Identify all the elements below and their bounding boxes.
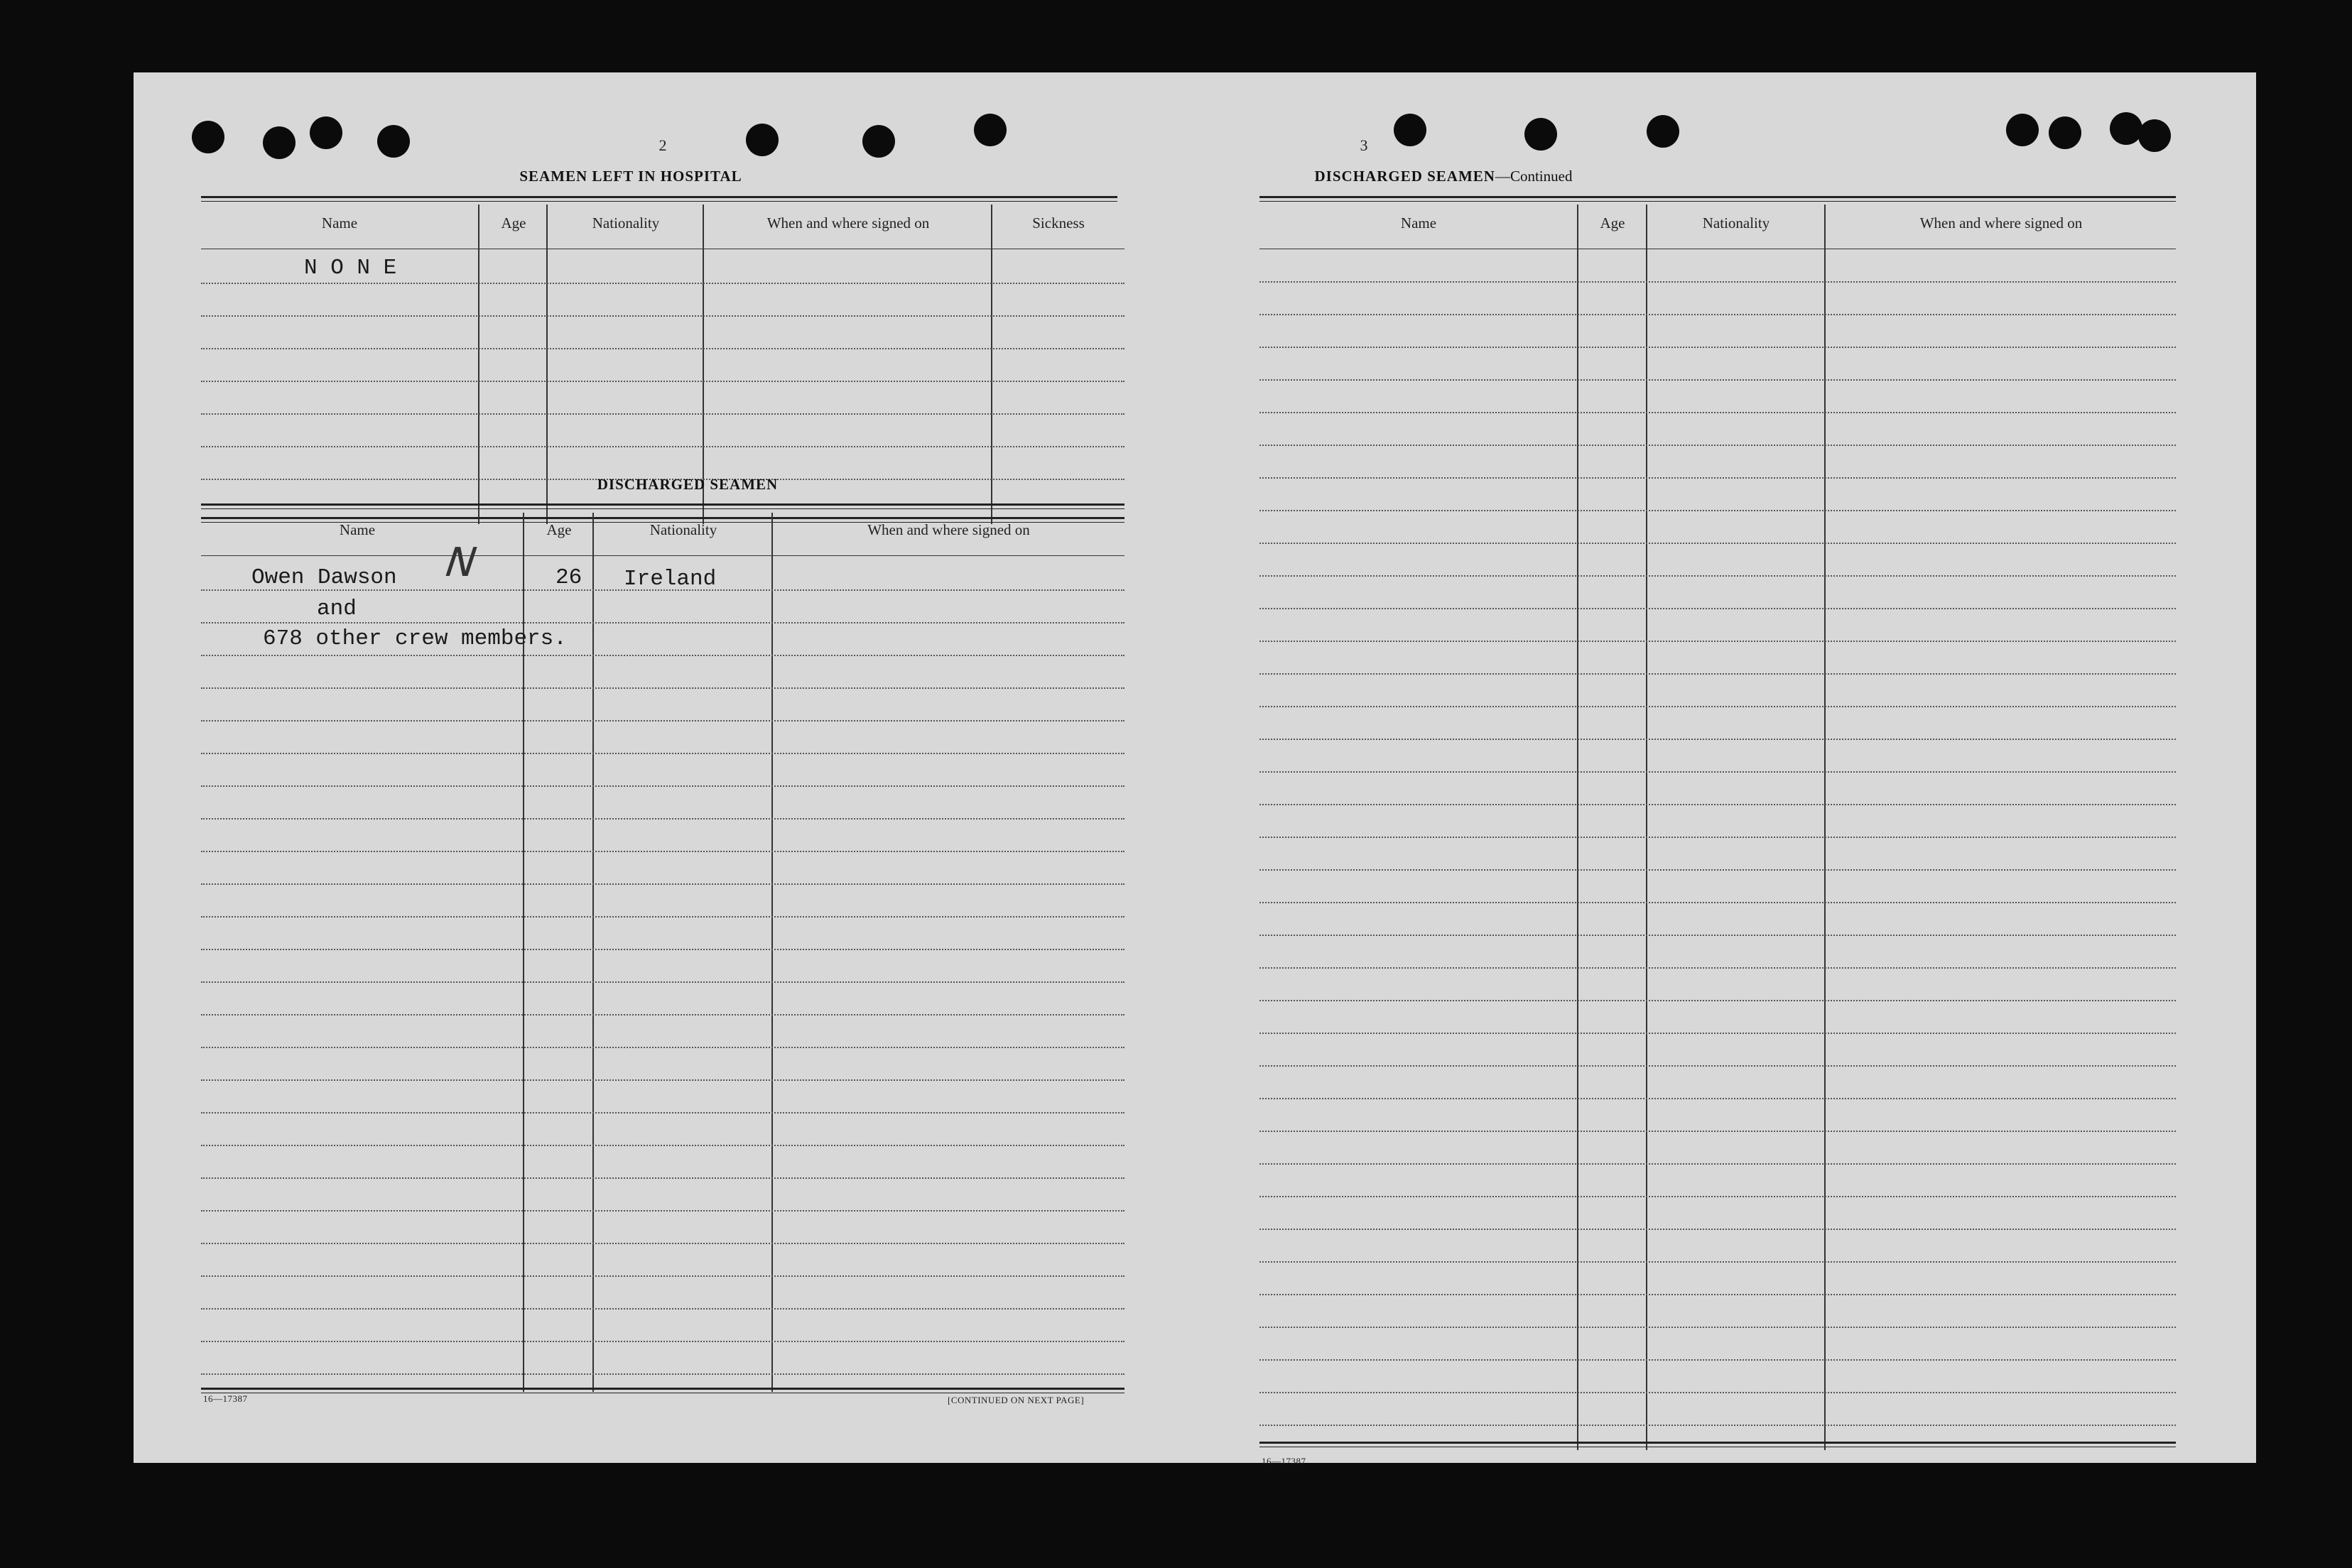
row-rule — [1259, 1392, 2176, 1393]
row-rule — [1259, 379, 2176, 381]
column-divider — [478, 205, 479, 524]
table-top-rule — [1259, 196, 2176, 202]
row-rule — [1259, 281, 2176, 283]
row-rule — [1259, 608, 2176, 609]
row-rule — [1259, 1425, 2176, 1426]
row-rule — [1259, 771, 2176, 773]
row-rule — [201, 348, 1124, 349]
row-rule — [201, 916, 1124, 918]
column-divider — [592, 513, 594, 1392]
row-rule — [201, 720, 1124, 722]
table-top-rule — [201, 503, 1124, 509]
row-rule — [201, 818, 1124, 820]
seaman-age: 26 — [556, 565, 582, 590]
row-rule — [201, 851, 1124, 852]
row-rule — [201, 1112, 1124, 1114]
page-number: 3 — [1360, 136, 1368, 154]
row-rule — [1259, 1000, 2176, 1001]
left-page — [134, 72, 1195, 1463]
table-bottom-rule — [201, 1388, 1124, 1393]
page-number: 2 — [659, 136, 667, 154]
row-rule — [201, 1145, 1124, 1146]
header-rule — [201, 555, 1124, 556]
row-rule — [1259, 445, 2176, 446]
hospital-section-title: SEAMEN LEFT IN HOSPITAL — [519, 168, 742, 185]
row-rule — [1259, 510, 2176, 511]
column-divider — [991, 205, 992, 524]
row-rule — [201, 622, 1124, 624]
row-rule — [1259, 673, 2176, 675]
row-rule — [1259, 902, 2176, 903]
row-rule — [1259, 641, 2176, 642]
col-header-sickness: Sickness — [1032, 214, 1085, 232]
row-rule — [1259, 543, 2176, 544]
row-rule — [1259, 1327, 2176, 1328]
discharged-section-title: DISCHARGED SEAMEN — [597, 476, 779, 493]
row-rule — [1259, 869, 2176, 871]
row-rule — [1259, 1294, 2176, 1295]
column-divider — [1824, 205, 1826, 1450]
row-rule — [201, 1177, 1124, 1179]
table-bottom-rule — [1259, 1442, 2176, 1447]
row-rule — [201, 687, 1124, 689]
col-header-age: Age — [546, 521, 572, 538]
row-rule — [1259, 1229, 2176, 1230]
seaman-name-continued: and — [317, 597, 357, 621]
row-rule — [201, 381, 1124, 382]
row-rule — [201, 1308, 1124, 1310]
row-rule — [201, 785, 1124, 787]
column-divider — [771, 513, 773, 1392]
row-rule — [1259, 1261, 2176, 1263]
row-rule — [1259, 1163, 2176, 1165]
col-header-nationality: Nationality — [592, 214, 660, 232]
row-rule — [1259, 1098, 2176, 1099]
row-rule — [201, 1373, 1124, 1375]
col-header-age: Age — [1600, 214, 1625, 232]
check-mark: N — [438, 540, 484, 586]
discharged-continued-title — [1195, 168, 1692, 185]
row-rule — [201, 283, 1124, 284]
row-rule — [201, 413, 1124, 415]
row-rule — [201, 315, 1124, 317]
row-rule — [201, 446, 1124, 447]
row-rule — [201, 1047, 1124, 1048]
form-number: 16—17387 — [1262, 1456, 1306, 1466]
row-rule — [1259, 739, 2176, 740]
col-header-signed-on: When and where signed on — [766, 214, 930, 232]
row-rule — [1259, 1359, 2176, 1361]
row-rule — [201, 1341, 1124, 1342]
col-header-signed-on: When and where signed on — [867, 521, 1030, 538]
continued-note: [CONTINUED ON NEXT PAGE] — [948, 1395, 1085, 1405]
col-header-age: Age — [501, 214, 526, 232]
row-rule — [201, 655, 1124, 656]
row-rule — [1259, 1033, 2176, 1034]
row-rule — [201, 753, 1124, 754]
row-rule — [1259, 477, 2176, 479]
row-rule — [201, 1210, 1124, 1212]
row-rule — [201, 1079, 1124, 1081]
row-rule — [201, 883, 1124, 885]
row-rule — [1259, 575, 2176, 577]
row-rule — [1259, 347, 2176, 348]
row-rule — [201, 981, 1124, 983]
col-header-name: Name — [1400, 214, 1437, 232]
right-page — [1195, 72, 2256, 1466]
row-rule — [1259, 1065, 2176, 1067]
row-rule — [1259, 804, 2176, 805]
form-number: 16—17387 — [203, 1393, 248, 1404]
title-main: DISCHARGED SEAMEN — [1314, 168, 1495, 185]
row-rule — [1259, 1131, 2176, 1132]
row-rule — [201, 949, 1124, 950]
row-rule — [1259, 967, 2176, 969]
col-header-name: Name — [321, 214, 358, 232]
row-rule — [1259, 412, 2176, 413]
col-header-signed-on: When and where signed on — [1919, 214, 2083, 232]
row-rule — [1259, 706, 2176, 707]
seaman-name: Owen Dawson — [251, 565, 397, 590]
row-rule — [201, 1014, 1124, 1016]
row-rule — [1259, 314, 2176, 315]
row-rule — [1259, 1196, 2176, 1197]
row-rule — [1259, 935, 2176, 936]
col-header-nationality: Nationality — [1702, 214, 1770, 232]
row-rule — [201, 1275, 1124, 1277]
table-top-rule — [201, 196, 1117, 202]
col-header-nationality: Nationality — [649, 521, 717, 538]
seaman-nationality: Ireland — [624, 567, 717, 592]
document-sheet — [134, 72, 2256, 1466]
row-rule — [1259, 837, 2176, 838]
title-continued: —Continued — [1495, 168, 1573, 185]
row-rule — [201, 1243, 1124, 1244]
column-divider — [1646, 205, 1647, 1450]
crew-summary: 678 other crew members. — [263, 626, 567, 651]
hospital-entry: N O N E — [304, 256, 397, 281]
column-divider — [1577, 205, 1578, 1450]
col-header-name: Name — [339, 521, 376, 538]
